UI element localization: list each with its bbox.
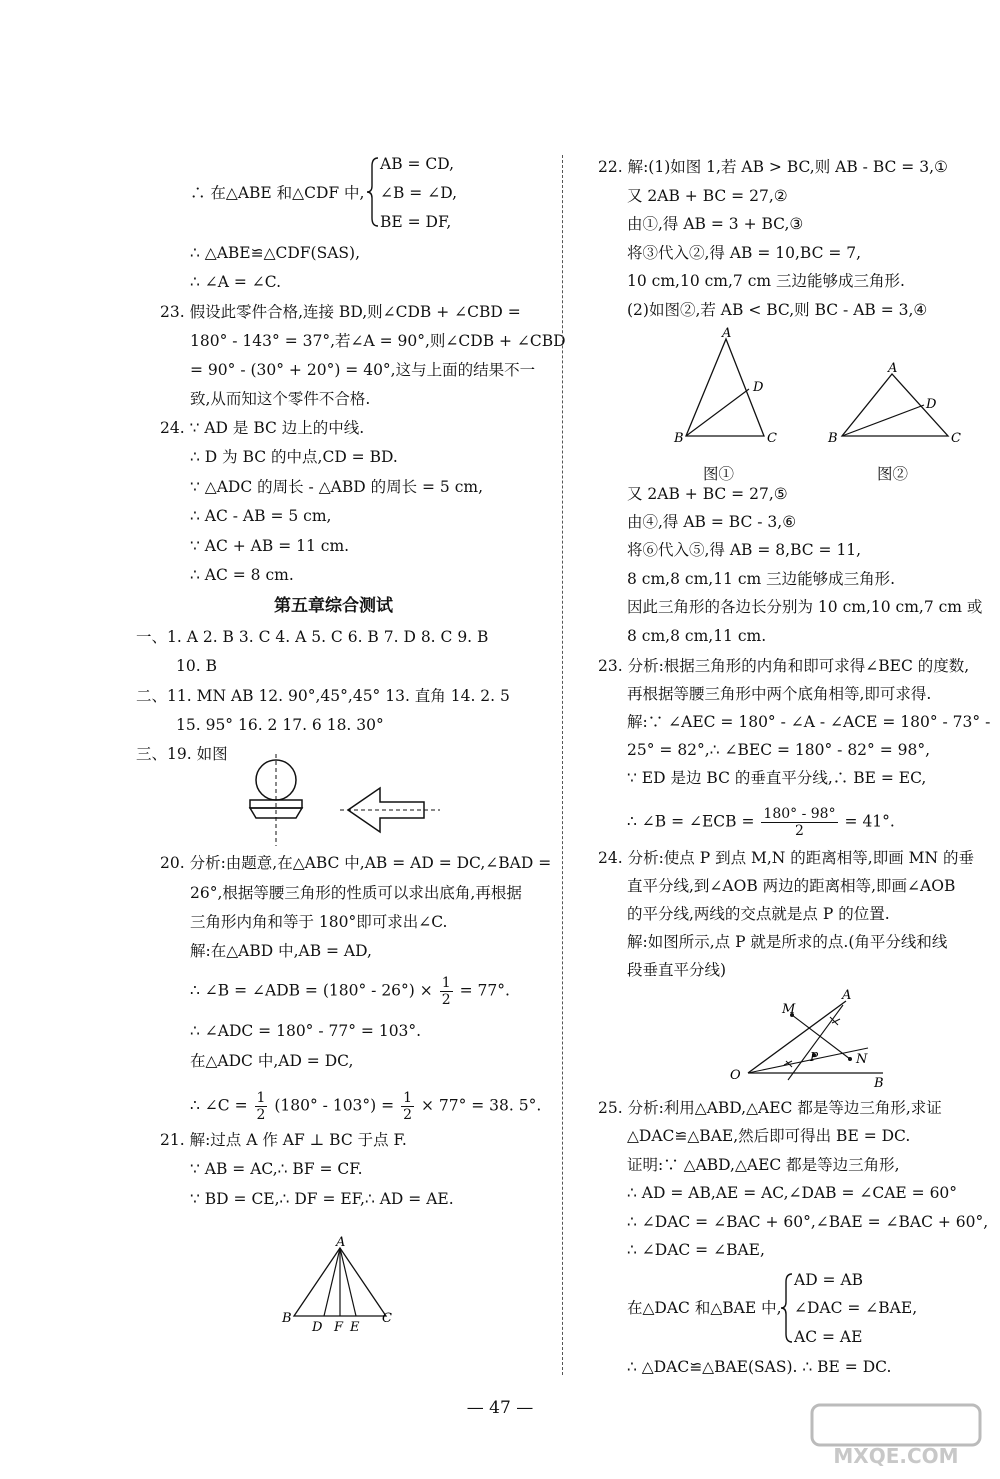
q20-equation-2: [190, 1090, 541, 1123]
q20-line: ∴ ∠ADC = 180° - 77° = 103°.: [190, 1022, 422, 1040]
fraction: [401, 1090, 414, 1123]
q25-conclusion: ∴ △DAC≌△BAE(SAS). ∴ BE = DC.: [627, 1358, 892, 1376]
q23-line: = 90° - (30° + 20°) = 40°,这与上面的结果不一: [190, 361, 536, 379]
q20-line: 26°,根据等腰三角形的性质可以求出底角,再根据: [190, 884, 522, 902]
q22-line: 将③代入②,得 AB = 10,BC = 7,: [627, 244, 862, 262]
q25-line: 证明:∵ △ABD,△AEC 都是等边三角形,: [627, 1156, 900, 1174]
q23-line: 180° - 143° = 37°,若∠A = 90°,则∠CDB + ∠CBD: [190, 332, 566, 350]
frac-num: 180° - 98°: [763, 806, 836, 822]
q23-line: 23. 假设此零件合格,连接 BD,则∠CDB + ∠CBD =: [160, 303, 521, 321]
q25-sys-line2: ∠DAC = ∠BAE,: [794, 1299, 918, 1317]
section2-line: 二、11. MN AB 12. 90°,45°,45° 13. 直角 14. 2. 5: [136, 687, 510, 705]
frac-num: 1: [256, 1090, 266, 1106]
eq-text: × 77° = 38. 5°.: [420, 1096, 542, 1115]
fraction: [761, 806, 837, 839]
q22-line: 10 cm,10 cm,7 cm 三边能够成三角形.: [627, 272, 905, 290]
eq-text: ∴ ∠B = ∠ADB = (180° - 26°) ×: [190, 981, 433, 1000]
brace-icon: [780, 1272, 794, 1344]
figure-24: [728, 985, 898, 1090]
fig24-label: O: [730, 1068, 741, 1083]
q21-line: ∵ BD = CE,∴ DF = EF,∴ AD = AE.: [190, 1190, 454, 1208]
q23r-line: 25° = 82°,∴ ∠BEC = 180° - 82° = 98°,: [627, 741, 931, 759]
frac-num: 1: [403, 1090, 412, 1106]
q20-line: 解:在△ABD 中,AB = AD,: [190, 942, 372, 960]
q24r-line: 24. 分析:使点 P 到点 M,N 的距离相等,即画 MN 的垂: [598, 849, 975, 867]
fig21-label: B: [282, 1311, 292, 1326]
fig21-label: E: [350, 1320, 360, 1335]
q20-line: 20. 分析:由题意,在△ABC 中,AB = AD = DC,∠BAD =: [160, 854, 552, 872]
watermark-text: MXQE.COM: [833, 1444, 959, 1468]
q23r-line: 23. 分析:根据三角形的内角和即可求得∠BEC 的度数,: [598, 657, 970, 675]
q24-line: ∵ △ADC 的周长 - △ABD 的周长 = 5 cm,: [190, 478, 484, 496]
frac-num: 1: [441, 975, 451, 991]
fig2-label: C: [951, 431, 961, 446]
figure-22-2: [826, 360, 966, 450]
q24-line: ∴ AC - AB = 5 cm,: [190, 507, 332, 525]
section2-line: 15. 95° 16. 2 17. 6 18. 30°: [176, 716, 384, 734]
eq-text: = 77°.: [459, 981, 510, 1000]
frac-den: 2: [441, 992, 451, 1008]
q25-sys-line3: AC = AE: [794, 1328, 863, 1346]
q21-line: 21. 解:过点 A 作 AF ⊥ BC 于点 F.: [160, 1131, 407, 1149]
proof-sys-line1: AB = CD,: [380, 155, 455, 173]
q23-line: 致,从而知这个零件不合格.: [190, 390, 371, 408]
q24r-line: 解:如图所示,点 P 就是所求的点.(角平分线和线: [627, 933, 948, 951]
figure-caption: 图②: [877, 465, 909, 483]
q24-line: ∴ AC = 8 cm.: [190, 566, 294, 584]
q22-line: (2)如图②,若 AB < BC,则 BC - AB = 3,④: [627, 301, 928, 319]
q24-line: ∴ D 为 BC 的中点,CD = BD.: [190, 448, 398, 466]
fig21-label: F: [334, 1320, 344, 1335]
brace-icon: [366, 156, 380, 228]
q22-line: 由①,得 AB = 3 + BC,③: [627, 215, 804, 233]
q23r-line: 解:∵ ∠AEC = 180° - ∠A - ∠ACE = 180° - 73° -: [627, 713, 991, 731]
q24r-line: 的平分线,两线的交点就是点 P 的位置.: [627, 905, 890, 923]
q25-sys-prefix: 在△DAC 和△BAE 中,: [627, 1299, 782, 1317]
chapter-title: 第五章综合测试: [274, 596, 393, 616]
fig2-label: D: [926, 397, 937, 412]
section1-line: 一、1. A 2. B 3. C 4. A 5. C 6. B 7. D 8. C 9. B: [136, 628, 489, 646]
eq-text: (180° - 103°) =: [274, 1096, 395, 1115]
fraction: [440, 975, 453, 1008]
fig21-label: A: [336, 1236, 346, 1250]
q24-line: ∵ AC + AB = 11 cm.: [190, 537, 350, 555]
q22-line: 22. 解:(1)如图 1,若 AB > BC,则 AB - BC = 3,①: [598, 158, 948, 176]
q24r-line: 段垂直平分线): [627, 961, 727, 979]
proof-sys-line3: BE = DF,: [380, 213, 452, 231]
fig1-label: B: [674, 431, 684, 446]
frac-den: 2: [795, 823, 804, 839]
q23r-line: ∵ ED 是边 BC 的垂直平分线,∴ BE = EC,: [627, 769, 927, 787]
proof-conclusion-1: ∴ △ABE≌△CDF(SAS),: [190, 244, 361, 262]
q25-line: 25. 分析:利用△ABD,△AEC 都是等边三角形,求证: [598, 1099, 942, 1117]
q25-line: △DAC≌△BAE,然后即可得出 BE = DC.: [627, 1127, 911, 1145]
q25-line: ∴ ∠DAC = ∠BAE,: [627, 1241, 765, 1259]
q22-line: 又 2AB + BC = 27,②: [627, 187, 788, 205]
q25-line: ∴ ∠DAC = ∠BAC + 60°,∠BAE = ∠BAC + 60°,: [627, 1213, 989, 1231]
page-number: — 47 —: [466, 1398, 534, 1418]
watermark-logo: [806, 1401, 986, 1471]
frac-den: 2: [403, 1107, 412, 1123]
section1-line: 10. B: [176, 657, 217, 675]
q22-line: 由④,得 AB = BC - 3,⑥: [627, 513, 797, 531]
fig24-label: N: [856, 1052, 868, 1067]
q23r-equation: [627, 806, 895, 839]
fig24-label: A: [842, 988, 852, 1003]
q22-line: 又 2AB + BC = 27,⑤: [627, 485, 788, 503]
q20-line: 三角形内角和等于 180°即可求出∠C.: [190, 913, 448, 931]
fig24-label: M: [782, 1002, 796, 1017]
fig1-label: A: [722, 326, 732, 341]
q22-line: 因此三角形的各边长分别为 10 cm,10 cm,7 cm 或: [627, 598, 983, 616]
q24-line: 24. ∵ AD 是 BC 边上的中线.: [160, 419, 365, 437]
figure-21: [278, 1236, 398, 1336]
q22-line: 8 cm,8 cm,11 cm 三边能够成三角形.: [627, 570, 896, 588]
figure-22-1: [670, 325, 790, 450]
q24r-line: 直平分线,到∠AOB 两边的距离相等,即画∠AOB: [627, 877, 956, 895]
q20-line: 在△ADC 中,AD = DC,: [190, 1052, 354, 1070]
fig1-label: D: [753, 380, 764, 395]
fig2-label: B: [828, 431, 838, 446]
fig1-label: C: [767, 431, 777, 446]
eq-text: ∴ ∠C =: [190, 1096, 248, 1115]
eq-text: ∴ ∠B = ∠ECB =: [627, 812, 755, 831]
fig2-label: A: [888, 361, 898, 376]
proof-sys-line2: ∠B = ∠D,: [380, 184, 458, 202]
section3-line: 三、19. 如图: [136, 745, 228, 763]
q22-line: 8 cm,8 cm,11 cm.: [627, 627, 767, 645]
q22-line: 将⑥代入⑤,得 AB = 8,BC = 11,: [627, 541, 862, 559]
q23r-line: 再根据等腰三角形中两个底角相等,即可求得.: [627, 685, 932, 703]
fig21-label: C: [382, 1311, 392, 1326]
q25-sys-line1: AD = AB: [794, 1271, 864, 1289]
q20-equation-1: [190, 975, 510, 1008]
fraction: [255, 1090, 268, 1123]
figure-caption: 图①: [703, 465, 735, 483]
figure-19: [240, 752, 440, 847]
fig24-label: B: [874, 1076, 884, 1090]
proof-sys-prefix: ∴ 在△ABE 和△CDF 中,: [190, 184, 365, 202]
q21-line: ∵ AB = AC,∴ BF = CF.: [190, 1160, 363, 1178]
proof-conclusion-2: ∴ ∠A = ∠C.: [190, 273, 282, 291]
fig24-label: P: [810, 1050, 819, 1064]
eq-text: = 41°.: [844, 812, 895, 831]
fig21-label: D: [312, 1320, 323, 1335]
frac-den: 2: [256, 1107, 266, 1123]
q25-line: ∴ AD = AB,AE = AC,∠DAB = ∠CAE = 60°: [627, 1184, 958, 1202]
column-divider: [562, 155, 563, 1375]
